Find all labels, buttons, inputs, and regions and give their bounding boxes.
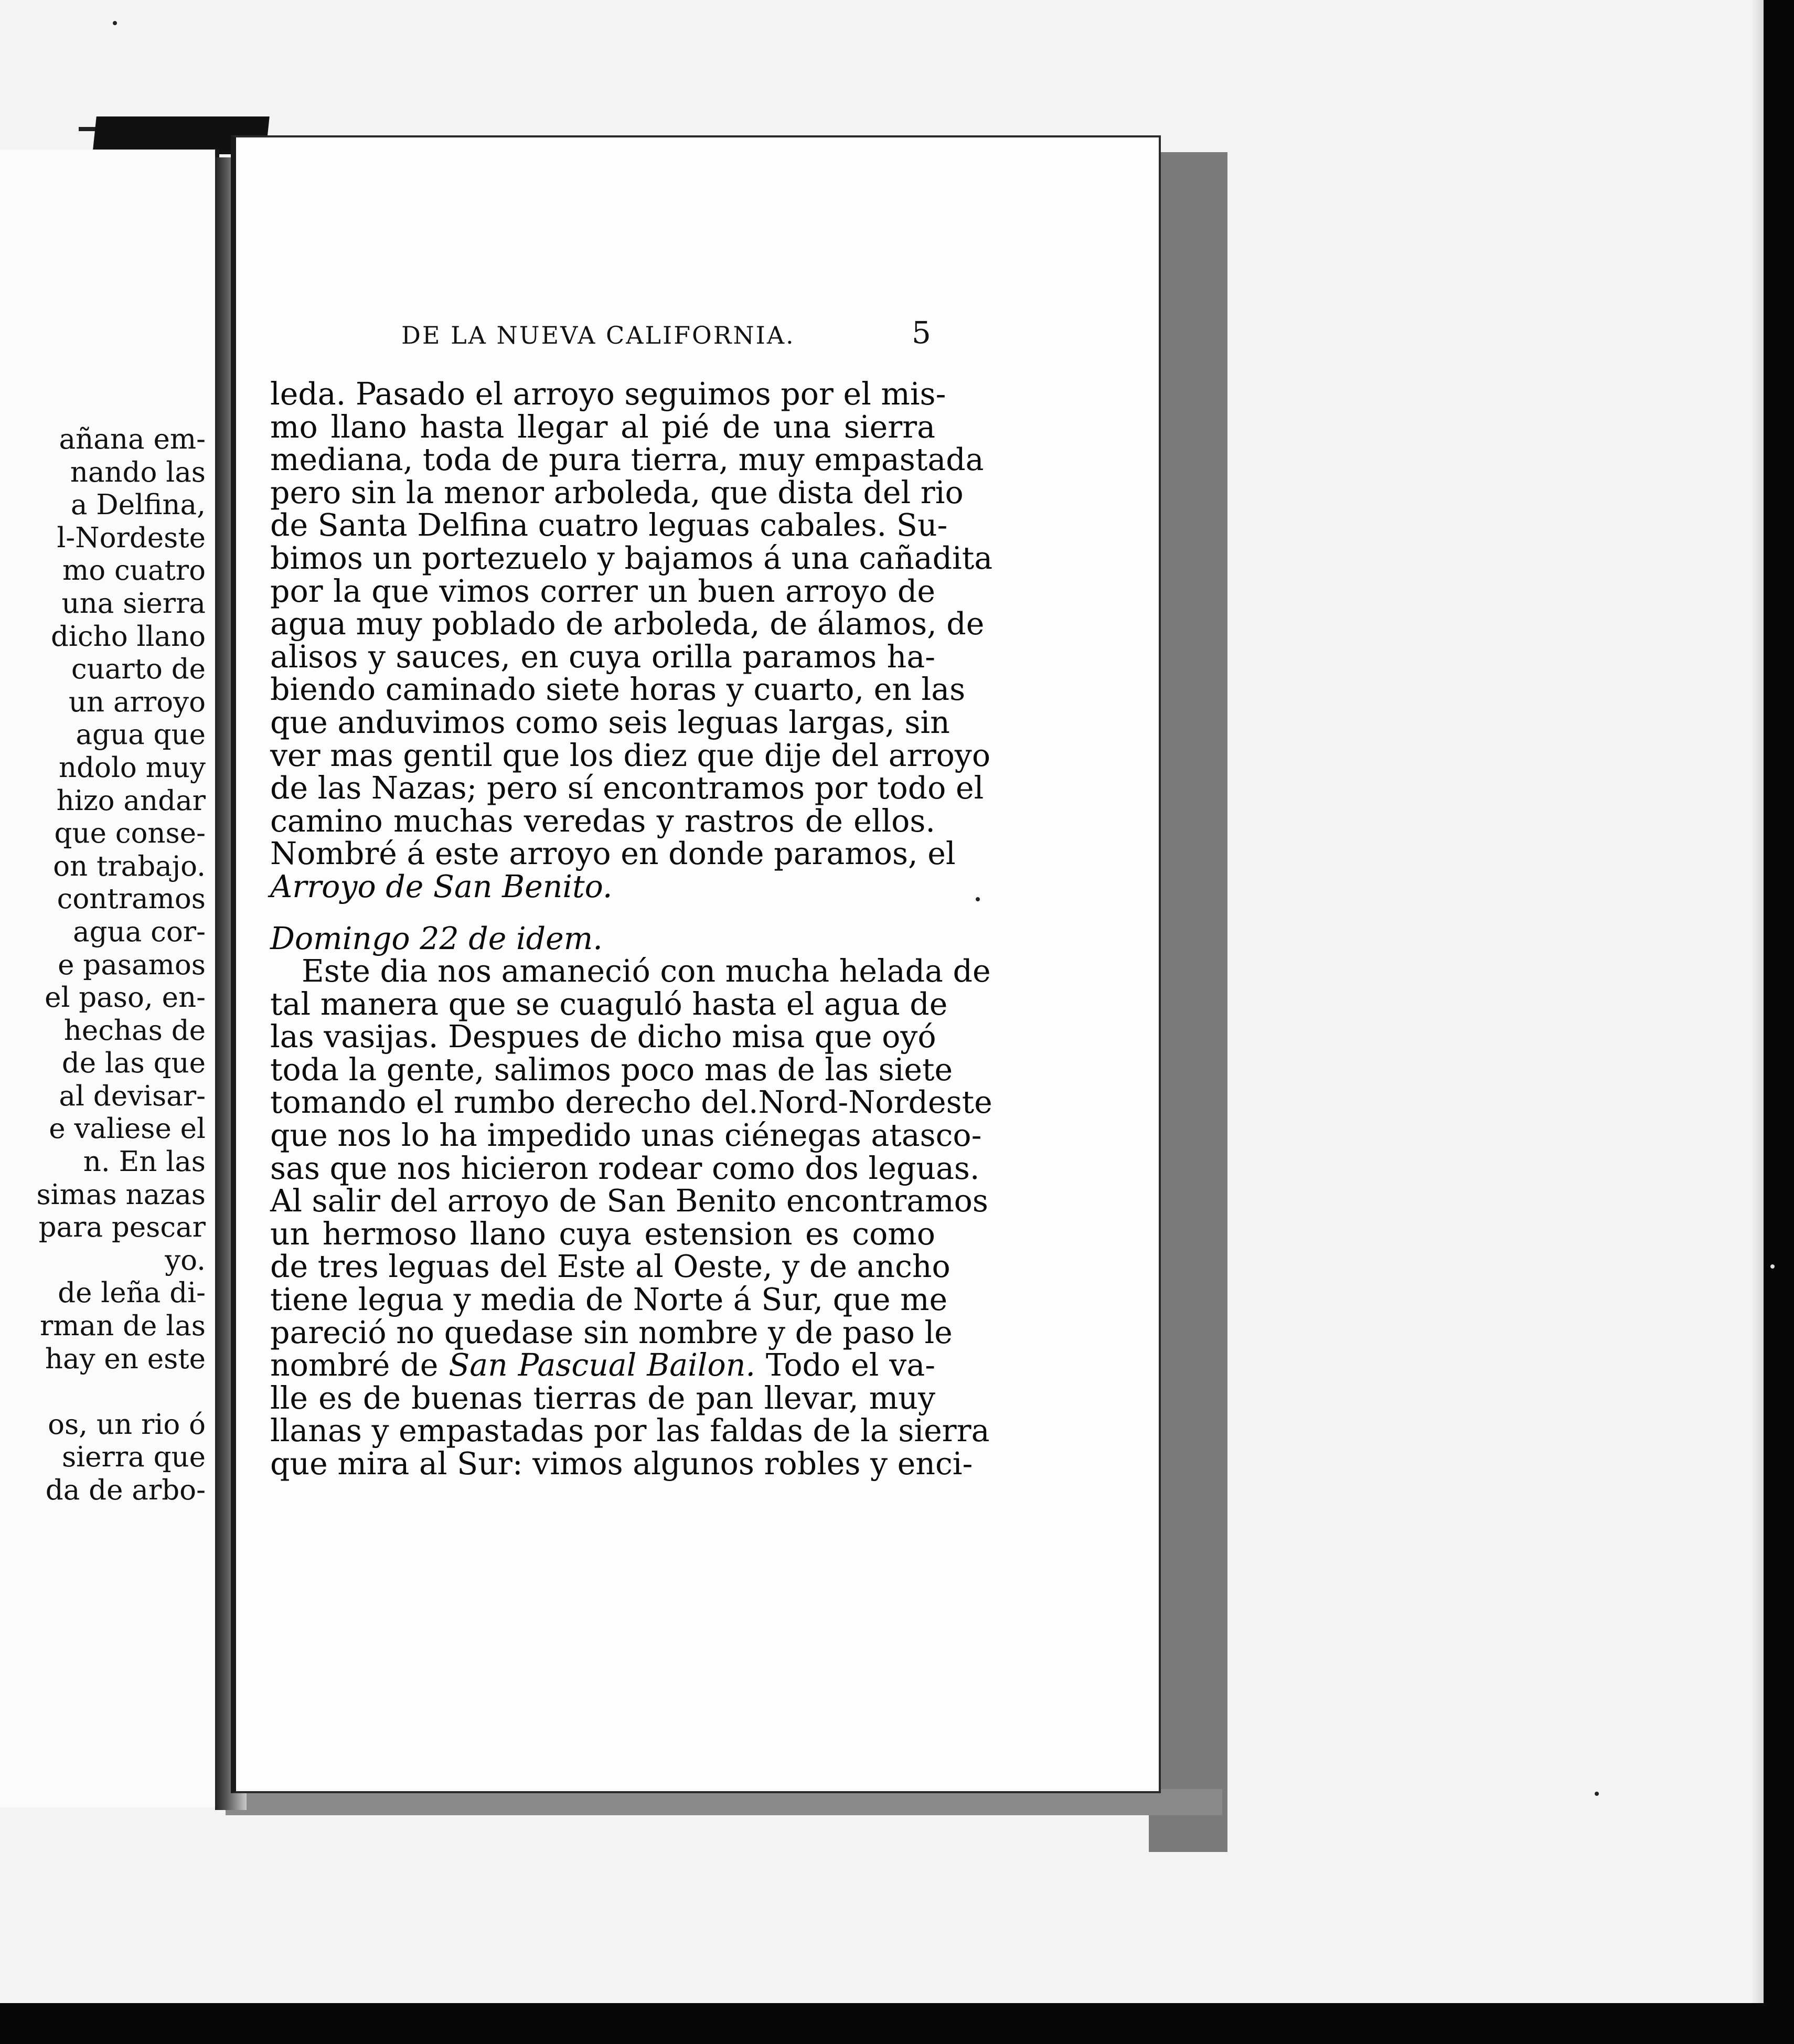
body-line: por la que vimos correr un buen arroyo de [270,573,935,609]
body-line: tiene legua y media de Norte á Sur, que me [270,1282,948,1318]
body-line-nombre [270,1349,935,1382]
left-page-line: ndolo muy [58,751,206,784]
body-line: bimos un portezuelo y bajamos á una cañadita [270,540,993,576]
body-line: mo llano hasta llegar al pié de una sierra [270,409,935,445]
scan-frame-right [1764,0,1794,2044]
left-page-line: l-Nordeste [57,521,206,554]
nombre-suffix: Todo el va- [755,1347,935,1383]
body-line: leda. Pasado el arroyo seguimos por el mis- [270,376,946,412]
left-page [0,150,219,1807]
body-line: tal manera que se cuaguló hasta el agua de [270,986,948,1022]
left-page-line: contramos [57,883,206,915]
body-line: pero sin la menor arboleda, que dista del rio [270,474,964,510]
body-line: tomando el rumbo derecho del.Nord-Nordeste [270,1084,992,1121]
left-page-line: e pasamos [58,949,206,981]
body-line: biendo caminado siete horas y cuarto, en las [270,672,966,708]
dust-speck [976,897,980,901]
body-line: pareció no quedase sin nombre y de paso le [270,1314,953,1350]
scan-frame-bottom [0,2003,1794,2044]
left-page-line: yo. [165,1244,206,1276]
place-name-san-pascual: San Pascual Bailon. [448,1347,755,1383]
place-name-san-benito: Arroyo de San Benito. [270,868,613,904]
body-line: que anduvimos como seis leguas largas, sin [270,704,950,740]
left-page-line: os, un rio ó [48,1408,206,1441]
body-line: agua muy poblado de arboleda, de álamos, de [270,606,985,642]
right-page-text [270,376,993,1482]
body-line: Nombré á este arroyo en donde paramos, el [270,836,956,872]
left-page-line: dicho llano [51,620,206,653]
body-line: camino muchas veredas y rastros de ellos. [270,803,935,839]
body-line: alisos y sauces, en cuya orilla paramos ha- [270,638,935,675]
body-line: las vasijas. Despues de dicho misa que oyó [270,1019,936,1055]
left-page-line: añana em- [59,423,206,455]
paragraph-1 [270,376,993,872]
body-line: de tres leguas del Este al Oeste, y de ancho [270,1249,951,1285]
body-line: de Santa Delfina cuatro leguas cabales. Su- [270,507,948,544]
left-page-line: una sierra [61,587,206,620]
left-page-line: de leña di- [58,1277,206,1310]
body-line: Este dia nos amaneció con mucha helada de [302,953,991,989]
left-page-line: de las que [61,1047,206,1080]
dust-speck [1595,1792,1599,1796]
body-line: lle es de buenas tierras de pan llevar, muy [270,1380,935,1416]
left-page-line: hechas de [63,1014,206,1047]
left-page-line: sierra que [61,1441,206,1474]
left-page-line: para pescar [38,1211,206,1244]
left-page-line: a Delfina, [70,489,206,521]
left-page-text [36,423,206,1507]
running-head: DE LA NUEVA CALIFORNIA. [401,321,795,349]
body-line: que nos lo ha impedido unas ciénegas atasco- [270,1117,982,1154]
left-page-line: un arroyo [68,686,206,718]
paragraph-2 [270,953,992,1350]
left-page-line: agua cor- [73,915,206,948]
dust-speck [113,21,117,25]
left-page-line: hizo andar [56,784,206,817]
body-line: sas que nos hicieron rodear como dos leguas. [270,1150,980,1186]
left-page-line: mo cuatro [62,555,206,587]
scan-edge [1752,0,1764,2003]
left-page-line: on trabajo. [53,850,206,882]
left-page-line: da de arbo- [45,1474,206,1506]
left-page-line: e valiese el [49,1113,206,1145]
paragraph-2-end [270,1380,990,1482]
body-line: un hermoso llano cuya estension es como [270,1216,935,1252]
left-page-line: simas nazas [36,1178,206,1211]
nombre-prefix: nombré de [270,1347,449,1383]
dust-speck [1770,1264,1775,1269]
left-page-line: el paso, en- [45,982,206,1014]
section-heading: Domingo 22 de idem. [270,920,603,956]
left-page-line: rman de las [39,1310,206,1343]
left-page-line: nando las [70,456,206,488]
body-line: de las Nazas; pero sí encontramos por todo el [270,770,984,806]
left-page-line: n. En las [83,1146,206,1178]
left-page-line: agua que [76,719,206,751]
page-number: 5 [912,315,931,350]
left-page-line: que conse- [54,817,206,850]
left-page-line: hay en este [45,1343,206,1375]
body-line: mediana, toda de pura tierra, muy empastada [270,442,984,478]
body-line: Al salir del arroyo de San Benito encontramos [270,1183,988,1219]
left-page-line: al devisar- [59,1080,206,1112]
left-page-line [36,1376,206,1409]
body-line: llanas y empastadas por las faldas de la sierra [270,1413,990,1449]
left-page-line: cuarto de [71,653,206,686]
body-line: ver mas gentil que los diez que dije del arroyo [270,737,991,773]
body-line: que mira al Sur: vimos algunos robles y enci- [270,1446,973,1482]
body-line: toda la gente, salimos poco mas de las siete [270,1051,953,1088]
